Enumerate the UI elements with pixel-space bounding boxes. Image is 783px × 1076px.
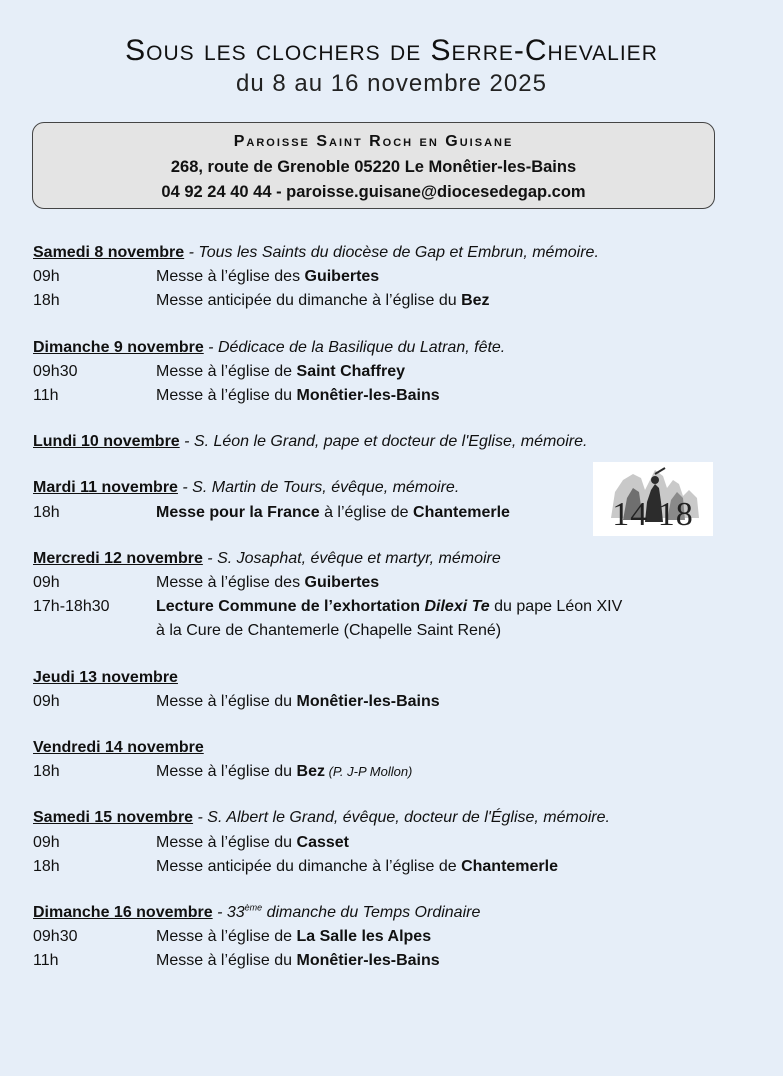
event-note: (P. J-P Mollon) (324, 764, 413, 780)
mass-schedule (33, 241, 753, 996)
event-text: du pape Léon XIV (489, 598, 623, 616)
event-place: La Salle les Alpes (296, 928, 432, 946)
event-document-title: Dilexi Te (424, 598, 490, 616)
event-place: Monêtier-les-Bains (296, 692, 440, 710)
day-title: Dimanche 9 novembre (33, 338, 204, 356)
event-text: Messe anticipée du dimanche à l’église du (156, 292, 462, 310)
event-text: Messe à l’église du (156, 952, 297, 970)
schedule-row (33, 360, 753, 384)
event-time: 18h (33, 503, 60, 521)
event-time: 09h (33, 268, 60, 286)
day-block-vendredi-14 (33, 736, 753, 784)
event-time: 11h (33, 952, 59, 970)
day-title: Mercredi 12 novembre (33, 549, 203, 567)
schedule-row (33, 925, 753, 949)
day-block-mercredi-12 (33, 547, 753, 644)
event-place: Saint Chaffrey (296, 362, 405, 380)
day-feast: - S. Albert le Grand, évêque, docteur de l'Église, mémoire. (193, 809, 610, 827)
page-subtitle: du 8 au 16 novembre 2025 (236, 70, 547, 97)
event-location: à la Cure de Chantemerle (Chapelle Saint René) (156, 622, 502, 640)
badge-years: 14 18 (612, 496, 694, 533)
day-feast: - S. Josaphat, évêque et martyr, mémoire (202, 549, 501, 567)
event-text: Messe à l’église des (156, 268, 305, 286)
day-block-samedi-15 (33, 806, 753, 879)
day-block-dimanche-16 (33, 901, 753, 974)
feast-text: dimanche du Temps Ordinaire (262, 904, 481, 922)
event-place: Chantemerle (461, 857, 558, 875)
event-place: Chantemerle (413, 503, 510, 521)
schedule-row (33, 265, 753, 289)
day-feast: - S. Martin de Tours, évêque, mémoire. (177, 479, 460, 497)
day-title: Lundi 10 novembre (33, 433, 180, 451)
event-place: Bez (461, 292, 490, 310)
schedule-row (33, 855, 753, 879)
schedule-row (33, 384, 753, 408)
day-title: Vendredi 14 novembre (33, 739, 204, 757)
event-text: Messe à l’église de (156, 928, 297, 946)
event-place: Guibertes (304, 574, 380, 592)
day-feast: - Tous les Saints du diocèse de Gap et Embrun, mémoire. (184, 244, 599, 261)
event-place: Monêtier-les-Bains (296, 952, 440, 970)
parish-info-box (32, 122, 715, 209)
event-time: 09h30 (33, 928, 78, 946)
event-time: 18h (33, 763, 60, 781)
day-feast (213, 904, 481, 921)
event-time: 18h (33, 292, 60, 310)
day-title: Samedi 8 novembre (33, 244, 185, 261)
event-text: à l’église de (319, 503, 414, 521)
event-text: Messe à l’église du (156, 833, 297, 851)
event-time: 11h (33, 387, 59, 405)
day-feast: - Dédicace de la Basilique du Latran, fête. (203, 338, 506, 356)
event-place: Casset (296, 833, 349, 851)
schedule-row (33, 949, 753, 973)
parish-contact: 04 92 24 40 44 - paroisse.guisane@diocesedegap.com (161, 183, 586, 201)
event-text: Messe à l’église du (156, 692, 297, 710)
schedule-row (33, 831, 753, 855)
event-place: Bez (296, 763, 325, 781)
day-title: Jeudi 13 novembre (33, 668, 178, 686)
day-title: Dimanche 16 novembre (33, 904, 213, 922)
event-place: Guibertes (304, 268, 380, 286)
event-title: Lecture Commune de l’exhortation (156, 598, 425, 616)
event-time: 09h (33, 574, 60, 592)
day-title: Mardi 11 novembre (33, 479, 178, 497)
event-time: 09h30 (33, 362, 78, 380)
day-block-dimanche-9 (33, 336, 753, 409)
day-block-samedi-8 (33, 241, 753, 314)
event-time: 18h (33, 857, 60, 875)
event-text: Messe à l’église de (156, 362, 297, 380)
event-time: 17h-18h30 (33, 598, 110, 616)
event-time: 09h (33, 692, 60, 710)
event-title: Messe pour la France (156, 503, 320, 521)
parish-name: Paroisse Saint Roch en Guisane (233, 133, 514, 150)
schedule-row (33, 690, 753, 714)
day-block-jeudi-13 (33, 666, 753, 714)
schedule-row (33, 571, 753, 595)
day-feast: - S. Léon le Grand, pape et docteur de l'Eglise, mémoire. (179, 433, 588, 451)
event-time: 09h (33, 833, 60, 851)
schedule-row (33, 289, 753, 313)
event-text: Messe à l’église du (156, 763, 297, 781)
day-title: Samedi 15 novembre (33, 809, 194, 827)
schedule-row (33, 595, 753, 643)
event-text: Messe à l’église des (156, 574, 305, 592)
day-block-mardi-11 (33, 476, 753, 524)
feast-ordinal-suffix: ème (244, 902, 263, 913)
event-text: Messe à l’église du (156, 387, 297, 405)
event-place: Monêtier-les-Bains (296, 387, 440, 405)
parish-address: 268, route de Grenoble 05220 Le Monêtier-les-Bains (170, 158, 577, 176)
event-text: Messe anticipée du dimanche à l’église de (156, 857, 462, 875)
schedule-row (33, 501, 753, 525)
feast-ordinal: - 33 (212, 904, 245, 922)
schedule-row (33, 760, 753, 784)
page-title: Sous les clochers de Serre-Chevalier (125, 34, 658, 67)
day-block-lundi-10 (33, 430, 753, 454)
